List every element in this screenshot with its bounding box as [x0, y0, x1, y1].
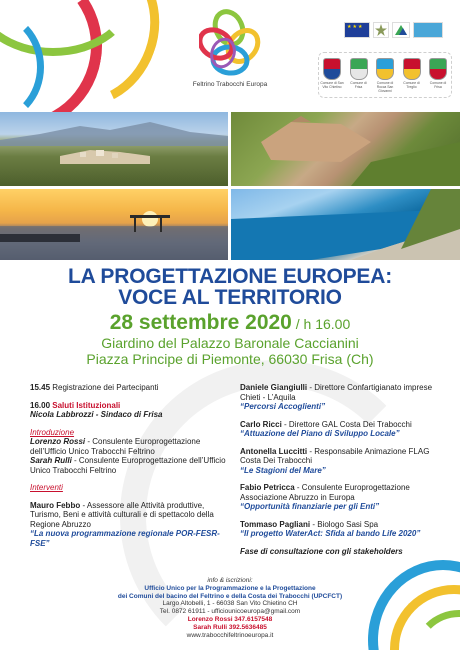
program-speaker-febbo: Mauro Febbo - Assessore alle Attività produttive, Turismo, Beni e attività culturali e di spettacolo della Regione Abruzzo “La nuova programmazione regionale POR-FESR-FSE”: [30, 500, 220, 548]
project-logo: [186, 8, 274, 104]
hour-text: / h 16.00: [291, 316, 351, 332]
funding-logos: [344, 22, 448, 38]
program-speaker: Antonella Luccitti - Responsabile Animazione FLAG Costa Dei Trabocchi “Le Stagioni del Mare”: [240, 446, 430, 475]
logo-text: Feltrino Trabocchi Europa: [192, 81, 268, 88]
footer-office-1: Ufficio Unico per la Programmazione e la Progettazione: [144, 584, 316, 592]
footer-website-link[interactable]: www.trabocchifeltrinoeuropa.it: [186, 631, 274, 639]
footer-contacts: [80, 577, 380, 639]
region-logo-icon: [392, 22, 410, 38]
section-heading: Introduzione: [30, 427, 75, 437]
municipality-crests: [320, 58, 450, 93]
photo-abbey: [231, 112, 460, 186]
program-greetings: 16.00 Saluti Istituzionali Nicola Labbrozzi - Sindaco di Frisa: [30, 400, 163, 419]
title-line-1: LA PROGETTAZIONE EUROPEA:: [67, 265, 392, 288]
title-line-2: VOCE AL TERRITORIO: [118, 286, 342, 309]
republic-emblem-icon: [373, 22, 389, 38]
date-text: 28 settembre 2020: [109, 311, 292, 334]
photo-coast-cycleway: [231, 189, 460, 260]
event-date: [0, 311, 460, 335]
program-right-column: [240, 383, 440, 564]
municipality-item: Comune di Frisa: [347, 58, 371, 93]
venue-line-2: Piazza Principe di Piemonte, 66030 Frisa (Ch): [86, 351, 374, 367]
program-speaker: Daniele Giangiulli - Direttore Confartigianato imprese Chieti - L’Aquila “Percorsi Accoglienti”: [240, 383, 433, 411]
eu-flag-icon: [344, 22, 370, 38]
photo-sunset-trabocco: [0, 189, 228, 260]
event-venue: [0, 335, 460, 367]
program-introduction: Introduzione Lorenzo Rossi - Consulente Europrogettazione dell’Ufficio Unico Trabocchi Feltrino Sarah Rulli - Consulente Europrogettazione dell’Ufficio Unico Trabocchi Feltrino: [30, 428, 230, 476]
program-registration: 15.45 Registrazione dei Partecipanti: [30, 383, 159, 392]
crest-icon: [376, 58, 394, 80]
program-speaker: Carlo Ricci - Direttore GAL Costa Dei Trabocchi “Attuazione del Piano di Sviluppo Locale”: [240, 419, 412, 438]
crest-icon: [429, 58, 447, 80]
program-speaker: Tommaso Pagliani - Biologo Sasi Spa “Il progetto WaterAct: Sfida al bando Life 2020”: [240, 519, 421, 538]
footer-phone: Tel. 0872 61911 - ufficiounicoeuropa@gmail.com: [159, 608, 301, 616]
crest-icon: [350, 58, 368, 80]
crest-icon: [323, 58, 341, 80]
footer-contact-1: Lorenzo Rossi 347.6157548: [187, 615, 273, 623]
photo-hill-town: [0, 112, 228, 186]
municipality-item: Comune di Frisa: [426, 58, 450, 93]
municipality-item: Comune di Rocca San Giovanni: [373, 58, 397, 93]
photo-collage: [0, 112, 460, 260]
crest-icon: [403, 58, 421, 80]
program-closing: Fase di consultazione con gli stakeholders: [240, 546, 403, 556]
section-heading: Interventi: [30, 483, 63, 492]
municipality-item: Comune di San Vito Chietino: [320, 58, 344, 93]
footer-office-2: dei Comuni del bacino del Feltrino e della Costa dei Trabocchi (UPCFCT): [117, 592, 343, 600]
footer-contact-2: Sarah Rulli 392.5636485: [193, 623, 267, 631]
municipality-item: Comune di Treglio: [400, 58, 424, 93]
venue-line-1: Giardino del Palazzo Baronale Caccianini: [101, 335, 359, 351]
footer-label: info & iscrizioni:: [207, 577, 253, 584]
program-interventions-heading: [30, 483, 230, 493]
program-speaker: Fabio Petricca - Consulente Europrogettazione Associazione Abruzzo in Europa “Opportunità finanziarie per gli Enti”: [240, 483, 410, 511]
logo-rings-icon: [199, 8, 261, 80]
event-title: [0, 266, 460, 308]
program-left-column: [30, 383, 230, 556]
feamp-logo-icon: [413, 22, 443, 38]
footer-address: Largo Altobelli, 1 - 66038 San Vito Chietino CH: [162, 600, 298, 608]
